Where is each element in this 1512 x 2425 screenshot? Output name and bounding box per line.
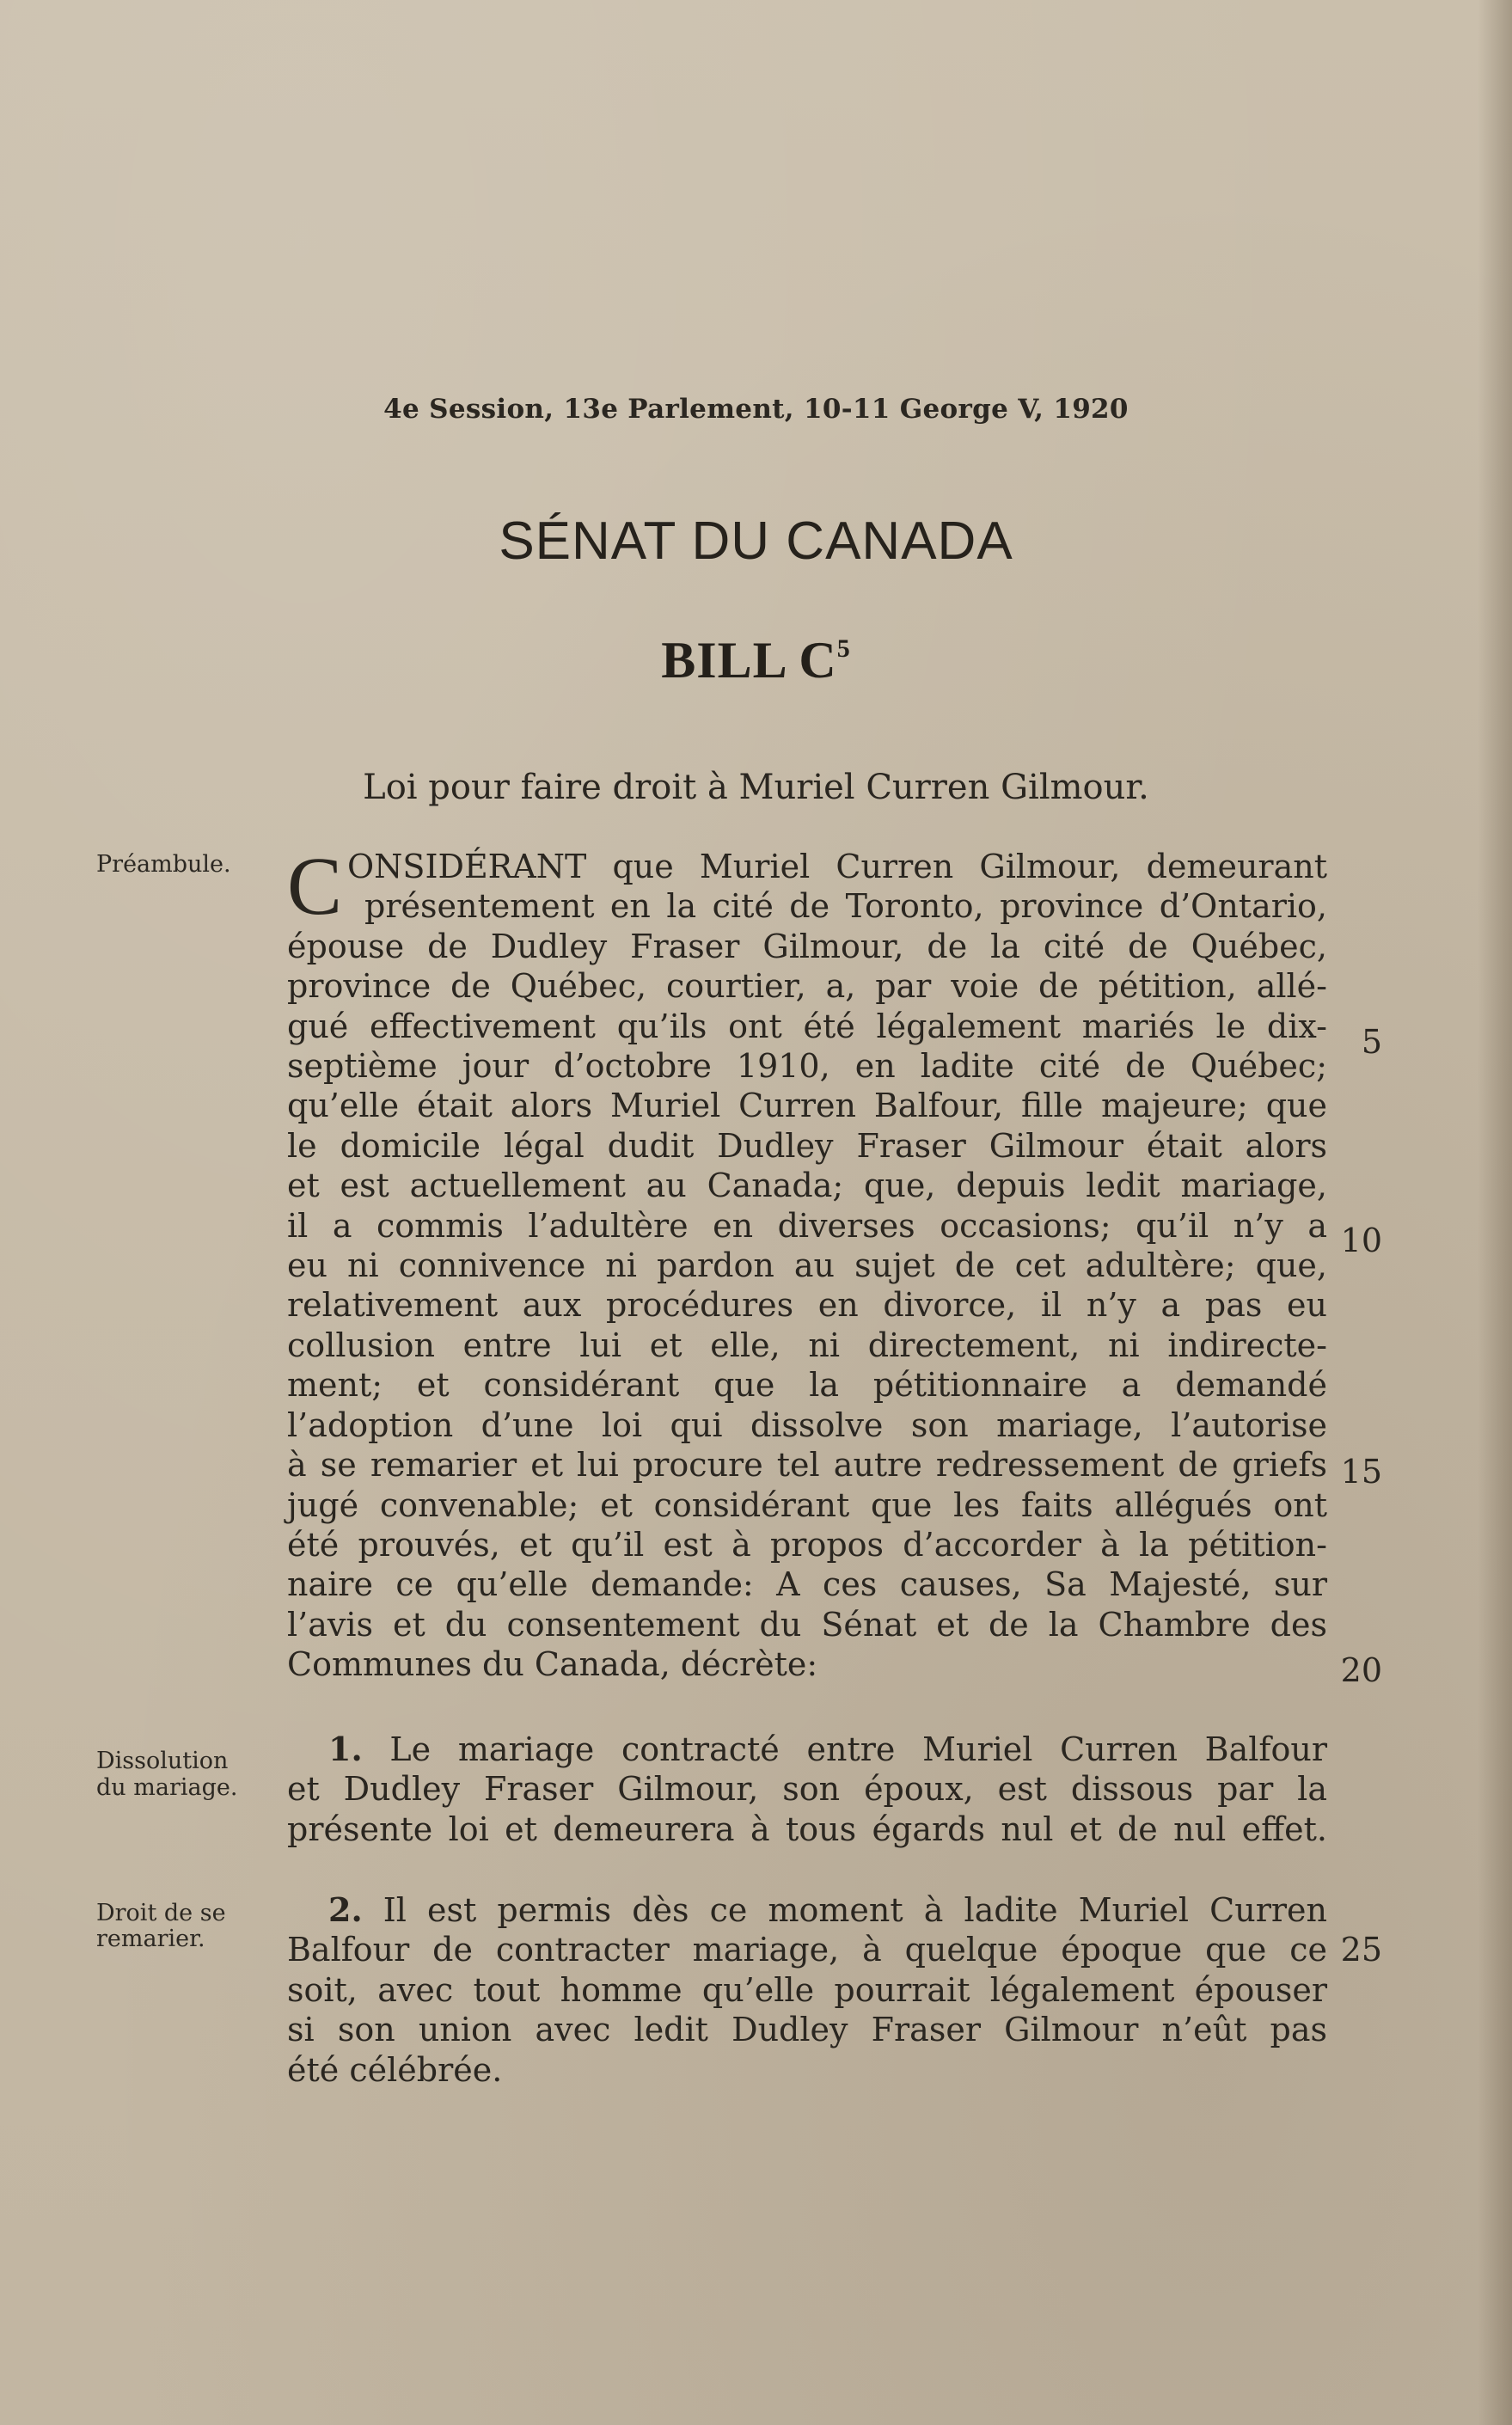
session-header: 4e Session, 13e Parlement, 10-11 George V, 1920 xyxy=(383,394,1129,425)
bill-title xyxy=(0,631,1512,690)
article-2-number: 2. xyxy=(328,1890,363,1929)
article-2-line-3: soit, avec tout homme qu’elle pourrait légalement épouser xyxy=(287,1970,1327,2009)
bill-subtitle: Loi pour faire droit à Muriel Curren Gilmour. xyxy=(363,768,1149,807)
preamble-line-16: à se remarier et lui procure tel autre redressement de griefs xyxy=(287,1446,1327,1485)
preamble-line-11: eu ni connivence ni pardon au sujet de cet adultère; que, xyxy=(287,1246,1327,1285)
line-number-15: 15 xyxy=(1340,1453,1382,1491)
preamble-line-10: il a commis l’adultère en diverses occasions; qu’il n’y a xyxy=(287,1206,1327,1245)
preamble-line-14: ment; et considérant que la pétitionnaire a demandé xyxy=(287,1366,1327,1405)
line-number-5: 5 xyxy=(1361,1023,1382,1061)
line-number-25: 25 xyxy=(1340,1931,1382,1969)
preamble-line-4: province de Québec, courtier, a, par voie de pétition, allé- xyxy=(287,967,1327,1006)
article-2 xyxy=(287,1890,1327,2090)
article-1 xyxy=(287,1730,1327,1849)
article-2-line-1 xyxy=(287,1890,1327,1930)
preamble-line-7: qu’elle était alors Muriel Curren Balfour, fille majeure; que xyxy=(287,1087,1327,1125)
article-1-first-line: Le mariage contracté entre Muriel Curren Balfour xyxy=(389,1730,1327,1768)
margin-note-preamble: Préambule. xyxy=(96,851,231,878)
article-2-first-line: Il est permis dès ce moment à ladite Muriel Curren xyxy=(383,1891,1327,1929)
preamble-line-19: naire ce qu’elle demande: A ces causes, Sa Majesté, sur xyxy=(287,1565,1327,1604)
article-2-line-2: Balfour de contracter mariage, à quelque époque que ce xyxy=(287,1931,1327,1969)
line-number-10: 10 xyxy=(1340,1222,1382,1259)
bill-number: 5 xyxy=(836,634,851,663)
preamble-line-3: épouse de Dudley Fraser Gilmour, de la cité de Québec, xyxy=(287,927,1327,965)
margin-note-dissolution-2: du mariage. xyxy=(96,1774,238,1801)
preamble-line-2: présentement en la cité de Toronto, province d’Ontario, xyxy=(364,887,1327,926)
article-1-line-1 xyxy=(287,1730,1327,1769)
preamble-line-15: l’adoption d’une loi qui dissolve son mariage, l’autorise xyxy=(287,1405,1327,1444)
drop-cap: C xyxy=(287,840,343,932)
preamble-line-9: et est actuellement au Canada; que, depuis ledit mariage, xyxy=(287,1167,1327,1205)
margin-note-remarry-1: Droit de se xyxy=(96,1900,226,1926)
article-2-line-4: si son union avec ledit Dudley Fraser Gilmour n’eût pas xyxy=(287,2011,1327,2049)
margin-note-remarry-2: remarier. xyxy=(96,1926,205,1952)
preamble-line-13: collusion entre lui et elle, ni directement, ni indirecte- xyxy=(287,1326,1327,1364)
article-2-line-5: été célébrée. xyxy=(287,2050,503,2089)
article-1-line-2: et Dudley Fraser Gilmour, son époux, est dissous par la xyxy=(287,1770,1327,1809)
preamble-line-18: été prouvés, et qu’il est à propos d’accorder à la pétition- xyxy=(287,1525,1327,1564)
preamble-line-1: ONSIDÉRANT que Muriel Curren Gilmour, demeurant xyxy=(347,848,1327,885)
bill-label: BILL C xyxy=(661,632,837,689)
preamble-line-12: relativement aux procédures en divorce, il n’y a pas eu xyxy=(287,1286,1327,1325)
article-1-line-3: présente loi et demeurera à tous égards nul et de nul effet. xyxy=(287,1810,1327,1848)
preamble-text xyxy=(287,840,1327,1685)
preamble-line-8: le domicile légal dudit Dudley Fraser Gilmour était alors xyxy=(287,1126,1327,1165)
preamble-line-20: l’avis et du consentement du Sénat et de la Chambre des xyxy=(287,1605,1327,1644)
senate-title: SÉNAT DU CANADA xyxy=(499,511,1013,571)
preamble-line-6: septième jour d’octobre 1910, en ladite cité de Québec; xyxy=(287,1047,1327,1086)
line-number-20: 20 xyxy=(1340,1651,1382,1689)
page-edge-shadow xyxy=(1478,0,1512,2425)
preamble-line-21: Communes du Canada, décrète: xyxy=(287,1645,818,1684)
margin-note-dissolution-1: Dissolution xyxy=(96,1748,229,1774)
preamble-line-5: gué effectivement qu’ils ont été légalement mariés le dix- xyxy=(287,1007,1327,1045)
article-1-number: 1. xyxy=(328,1730,363,1768)
preamble-line-17: jugé convenable; et considérant que les faits allégués ont xyxy=(287,1485,1327,1524)
